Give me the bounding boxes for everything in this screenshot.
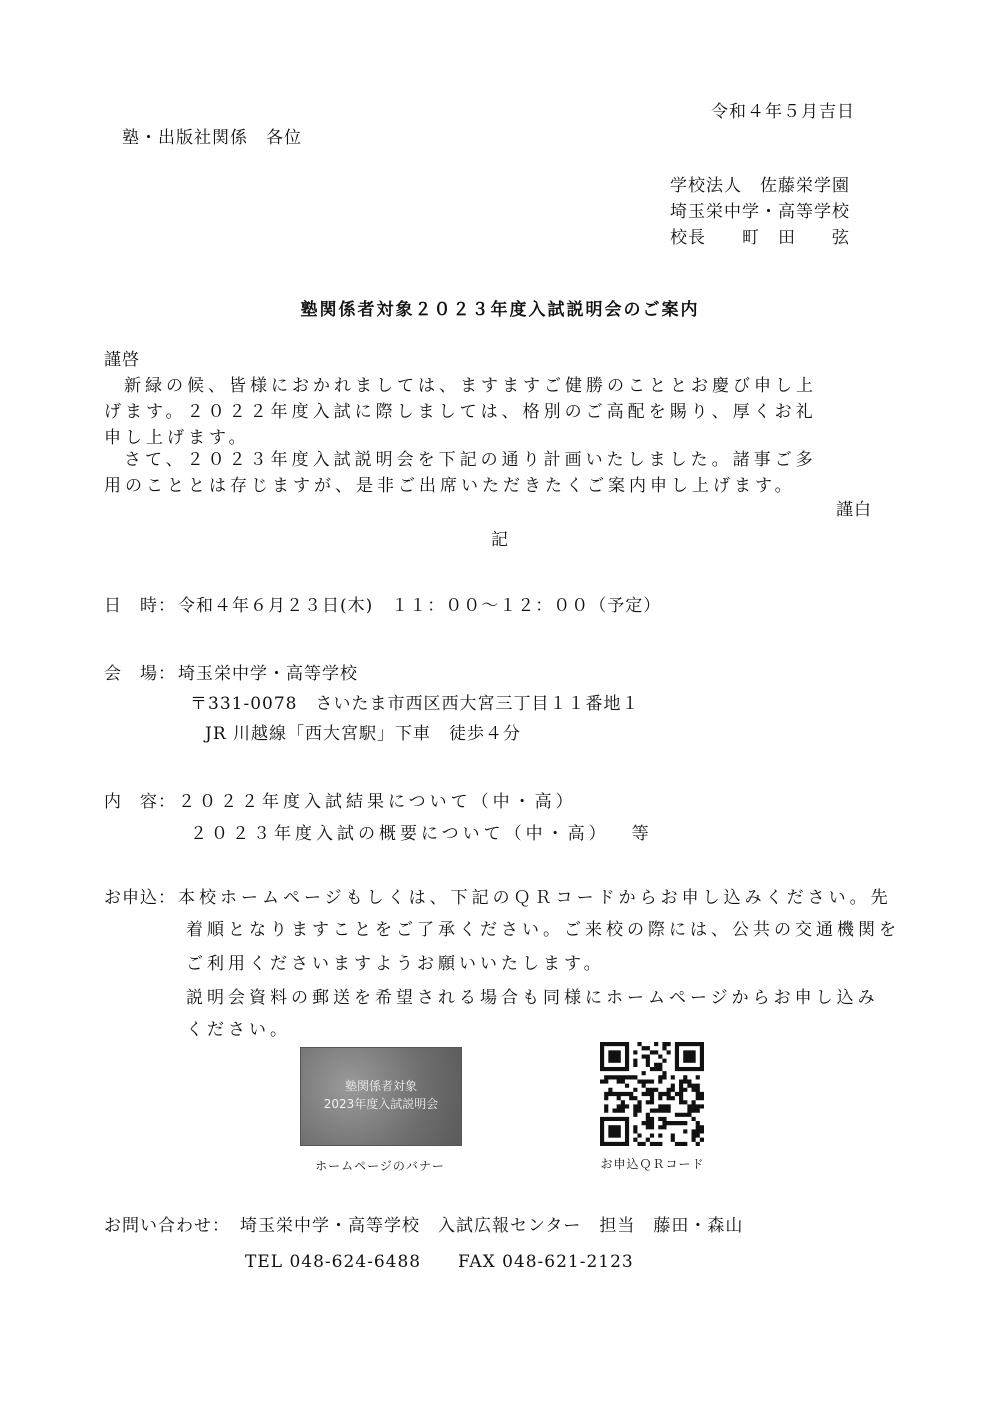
venue-label: 会 場： xyxy=(104,664,176,684)
homepage-banner-image[interactable] xyxy=(300,1047,462,1146)
apply-line: ください。 xyxy=(186,1020,291,1040)
schedule-value: 令和４年６月２３日(木) １１：００～１２：００（予定） xyxy=(178,596,662,616)
banner-line: 2023年度入試説明会 xyxy=(323,1097,439,1111)
body-line: さて、２０２３年度入試説明会を下記の通り計画いたしました。諸事ご多 xyxy=(124,450,817,470)
ki-heading: 記 xyxy=(491,530,509,550)
apply-line: ご利用くださいますようお願いいたします。 xyxy=(186,954,605,974)
content-line: ２０２２年度入試結果について（中・高） xyxy=(178,792,577,812)
body-line: 新緑の候、皆様におかれましては、ますますご健勝のこととお慶び申し上 xyxy=(124,376,817,396)
document-date: 令和４年５月吉日 xyxy=(711,102,855,122)
addressee: 塾・出版社関係 各位 xyxy=(122,128,302,148)
contact-tel: TEL 048-624-6488 xyxy=(245,1252,422,1272)
content-label: 内 容： xyxy=(104,792,176,812)
content-line: ２０２３年度入試の概要について（中・高） 等 xyxy=(190,824,653,844)
contact-label: お問い合わせ： xyxy=(104,1216,230,1236)
qr-caption: お申込ＱＲコード xyxy=(600,1157,705,1171)
body-line: 申し上げます。 xyxy=(104,428,250,448)
document-title: 塾関係者対象２０２３年度入試説明会のご案内 xyxy=(300,300,700,320)
greeting-open: 謹啓 xyxy=(104,350,140,370)
body-line: げます。２０２２年度入試に際しましては、格別のご高配を賜り、厚くお礼 xyxy=(104,402,817,422)
sender-org: 学校法人 佐藤栄学園 xyxy=(670,176,850,196)
venue-name: 埼玉栄中学・高等学校 xyxy=(178,664,358,684)
venue-access: JR 川越線「西大宮駅」下車 徒歩４分 xyxy=(205,724,522,744)
venue-address: 〒331-0078 さいたま市西区西大宮三丁目１１番地１ xyxy=(190,694,640,714)
contact-fax: FAX 048-621-2123 xyxy=(458,1252,634,1272)
contact-value: 埼玉栄中学・高等学校 入試広報センター 担当 藤田・森山 xyxy=(240,1216,744,1236)
greeting-close: 謹白 xyxy=(836,500,872,520)
banner-caption: ホームページのバナー xyxy=(315,1159,445,1173)
banner-line: 塾関係者対象 xyxy=(344,1079,417,1093)
sender-principal: 校長 町 田 弦 xyxy=(670,228,850,248)
body-line: 用のこととは存じますが、是非ご出席いただきたくご案内申し上げます。 xyxy=(104,476,796,496)
apply-line: 本校ホームページもしくは、下記のＱＲコードからお申し込みください。先 xyxy=(178,888,892,908)
qr-code-icon[interactable] xyxy=(600,1042,704,1146)
apply-line: 着順となりますことをご了承ください。ご来校の際には、公共の交通機関を xyxy=(186,920,900,940)
sender-school: 埼玉栄中学・高等学校 xyxy=(670,202,850,222)
apply-line: 説明会資料の郵送を希望される場合も同様にホームページからお申し込み xyxy=(186,988,879,1008)
schedule-label: 日 時： xyxy=(104,596,176,616)
apply-label: お申込： xyxy=(104,888,176,908)
